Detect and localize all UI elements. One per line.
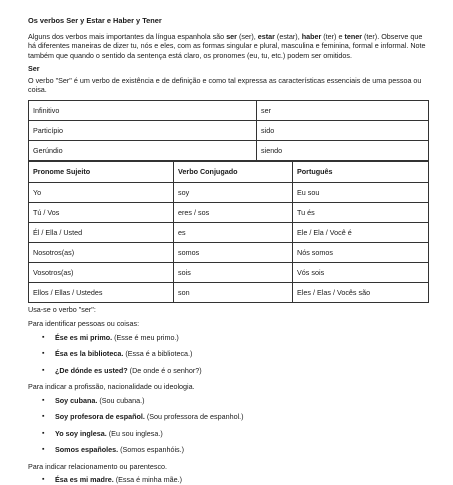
table-cell: Particípio [29,120,257,140]
table-cell: sois [174,262,293,282]
ser-definition: O verbo "Ser" é um verbo de existência e de definição e como tal expressa as características essenciais de uma pessoa ou coisa. [28,75,422,95]
example-spanish: Soy cubana. [55,395,98,405]
list-item [28,429,429,439]
intro-bold-tener: tener [344,31,363,41]
usage-lead: Para identificar pessoas ou coisas: [28,319,140,329]
table-cell: Ellos / Ellas / Ustedes [29,282,174,302]
intro-bold-estar: estar [257,31,275,41]
table-cell: es [174,222,293,242]
table-row [29,222,429,242]
intro-bold-ser: ser [226,31,237,41]
list-item [28,333,429,343]
table-row [29,120,429,140]
square-bullet-icon: ▪ [42,396,45,404]
example-spanish: Ése es mi primo. [55,332,113,342]
square-bullet-icon: ▪ [42,350,45,358]
table-cell: Infinitivo [29,100,257,120]
usage-group-profession [28,382,429,455]
table-cell: siendo [257,140,429,160]
example-translation: (Sou cubana.) [97,395,145,405]
list-item [28,412,429,422]
table-row [29,140,429,160]
verb-forms-table [28,100,429,161]
example-translation: (De onde é o senhor?) [127,365,202,375]
table-cell: Él / Ella / Usted [29,222,174,242]
example-translation: (Essa é minha mãe.) [113,475,183,485]
example-translation: (Essa é a biblioteca.) [123,349,193,359]
intro-bold-haber: haber [301,31,322,41]
table-cell: Tu és [293,202,429,222]
square-bullet-icon: ▪ [42,413,45,421]
usage-lead: Para indicar relacionamento ou parentesco. [28,461,168,471]
column-header: Verbo Conjugado [174,161,293,182]
intro-text-4: (ter) e [321,31,345,41]
example-translation: (Esse é meu primo.) [112,332,179,342]
list-item [28,366,429,376]
square-bullet-icon: ▪ [42,429,45,437]
column-header: Pronome Sujeito [29,161,174,182]
example-spanish: Yo soy inglesa. [55,428,107,438]
usage-group-identify [28,319,429,375]
table-cell: son [174,282,293,302]
list-item [28,396,429,406]
table-cell: Nós somos [293,242,429,262]
table-cell: eres / sos [174,202,293,222]
column-header: Português [293,161,429,182]
example-spanish: Somos españoles. [55,445,119,455]
section-heading-ser: Ser [28,64,40,74]
table-cell: Vosotros(as) [29,262,174,282]
example-list [28,475,429,485]
table-cell: Tú / Vos [29,202,174,222]
table-cell: ser [257,100,429,120]
table-row [29,282,429,302]
usage-group-relationship [28,462,429,485]
example-list [28,396,429,455]
table-cell: Eu sou [293,182,429,202]
table-row [29,242,429,262]
example-translation: (Somos espanhóis.) [118,445,185,455]
table-cell: soy [174,182,293,202]
square-bullet-icon: ▪ [42,366,45,374]
usage-lead: Para indicar a profissão, nacionalidade ou ideologia. [28,382,195,392]
example-list [28,333,429,376]
square-bullet-icon: ▪ [42,476,45,484]
list-item [28,445,429,455]
square-bullet-icon: ▪ [42,446,45,454]
table-cell: Ele / Ela / Você é [293,222,429,242]
table-row [29,100,429,120]
document-title: Os verbos Ser y Estar e Haber y Tener [28,16,162,25]
example-spanish: Ésa es mi madre. [55,475,114,485]
example-translation: (Sou professora de espanhol.) [144,412,244,422]
table-cell: Vós sois [293,262,429,282]
intro-text-2: (ser), [236,31,258,41]
example-spanish: ¿De dónde es usted? [55,365,128,375]
table-cell: somos [174,242,293,262]
intro-paragraph [28,32,429,61]
table-row [29,262,429,282]
example-translation: (Eu sou inglesa.) [106,428,163,438]
square-bullet-icon: ▪ [42,333,45,341]
conjugation-table [28,161,429,303]
table-cell: Gerúndio [29,140,257,160]
example-spanish: Ésa es la biblioteca. [55,349,124,359]
table-cell: sido [257,120,429,140]
list-item [28,349,429,359]
table-cell: Eles / Elas / Vocês são [293,282,429,302]
usage-intro: Usa-se o verbo "ser": [28,304,96,314]
list-item [28,475,429,485]
intro-text-5: (ter). Observe que há diferentes maneiras de dizer tu, nós e eles, com as formas singular e plural, masculina e feminina, formal e informal. Note também que quando o sentido da sentença está claro, os pronomes (eu, tu, etc.) podem ser omitidos. [28,31,426,60]
intro-text-3: (estar), [274,31,302,41]
intro-text-1: Alguns dos verbos mais importantes da língua espanhola são [28,31,227,41]
table-row [29,202,429,222]
table-cell: Yo [29,182,174,202]
table-header-row [29,161,429,182]
table-row [29,182,429,202]
example-spanish: Soy profesora de español. [55,412,145,422]
table-cell: Nosotros(as) [29,242,174,262]
